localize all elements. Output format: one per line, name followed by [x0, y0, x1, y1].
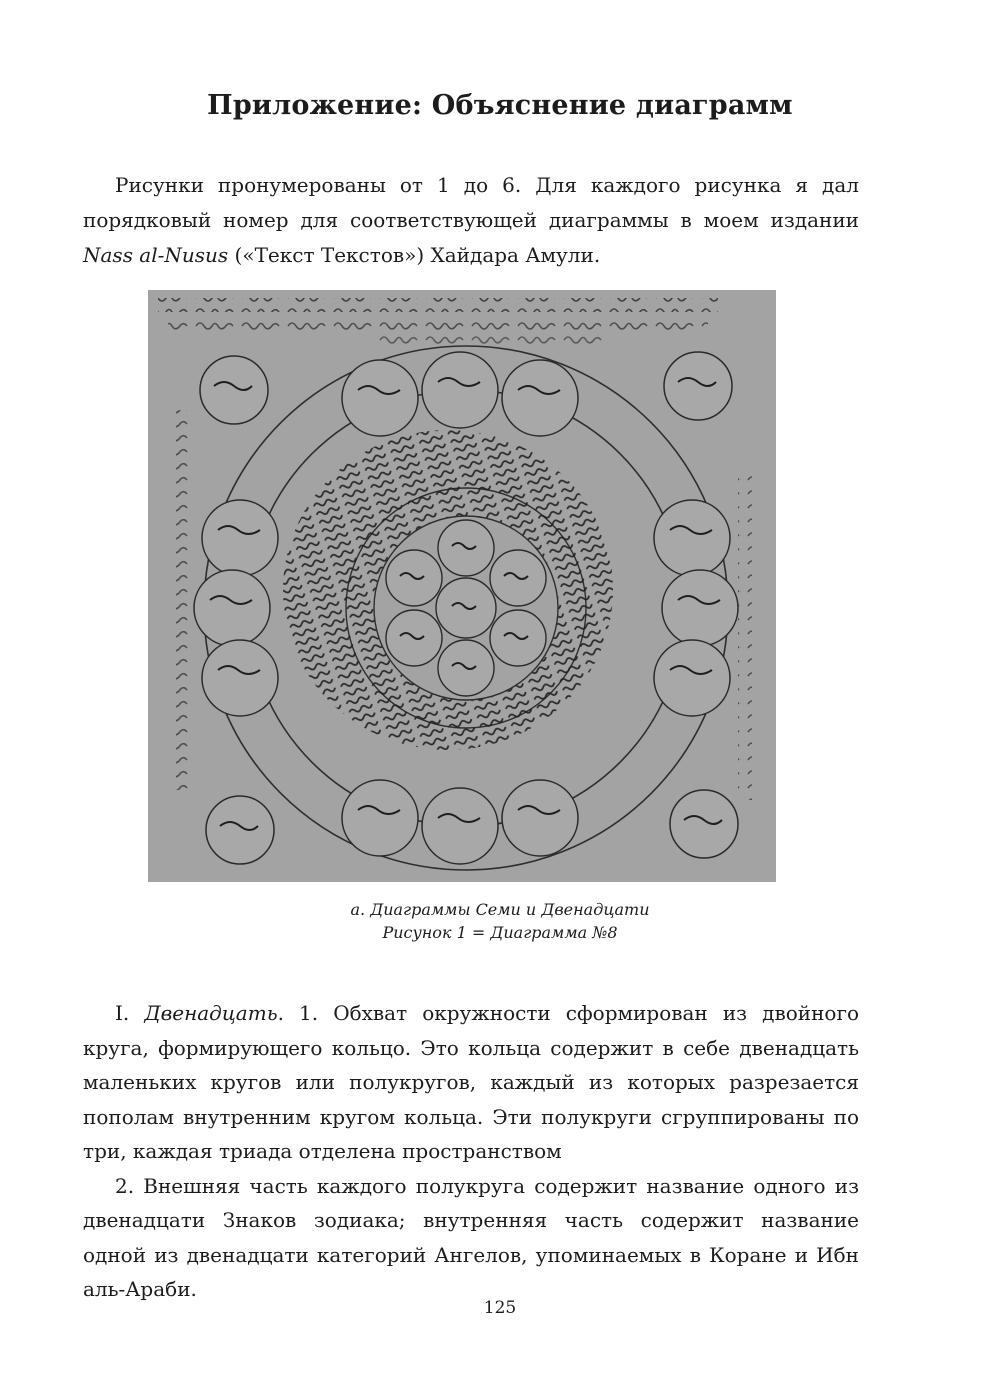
paragraph-1 — [83, 996, 859, 1169]
paragraph-1-lead: I. — [115, 1001, 145, 1025]
caption-line-1: а. Диаграммы Семи и Двенадцати — [350, 900, 650, 919]
body-text — [83, 996, 859, 1307]
page-number: 125 — [483, 1298, 517, 1318]
intro-text-end: («Текст Текстов») Хайдара Амули. — [228, 243, 601, 267]
paragraph-2: 2. Внешняя часть каждого полукруга содержит название одного из двенадцати Знаков зодиака; внутренняя часть содержит название одной из двенадцати категорий Ангелов, упоминаемых в Коране и Ибн аль-Араби. — [83, 1173, 859, 1301]
manuscript-diagram-image — [148, 290, 776, 882]
figure-caption — [0, 898, 1000, 944]
paragraph-1-term: Двенадцать — [144, 1001, 278, 1025]
manuscript-diagram-figure — [148, 290, 776, 882]
intro-text-start: Рисунки пронумерованы от 1 до 6. Для каждого рисунка я дал порядковый номер для соответствующей диаграммы в моем издании — [83, 173, 859, 232]
caption-line-2: Рисунок 1 = Диаграмма №8 — [382, 923, 618, 942]
paragraph-1-text: . 1. Обхват окружности сформирован из двойного круга, формирующего кольцо. Это кольца содержит в себе двенадцать маленьких кругов или полукругов, каждый из которых разрезается пополам внутренним кругом кольца. Эти полукруги сгруппированы по три, каждая триада отделена пространством — [83, 1001, 859, 1163]
intro-book-title: Nass al-Nusus — [83, 243, 229, 267]
intro-paragraph — [83, 168, 859, 273]
page-title: Приложение: Объяснение диаграмм — [207, 90, 793, 121]
